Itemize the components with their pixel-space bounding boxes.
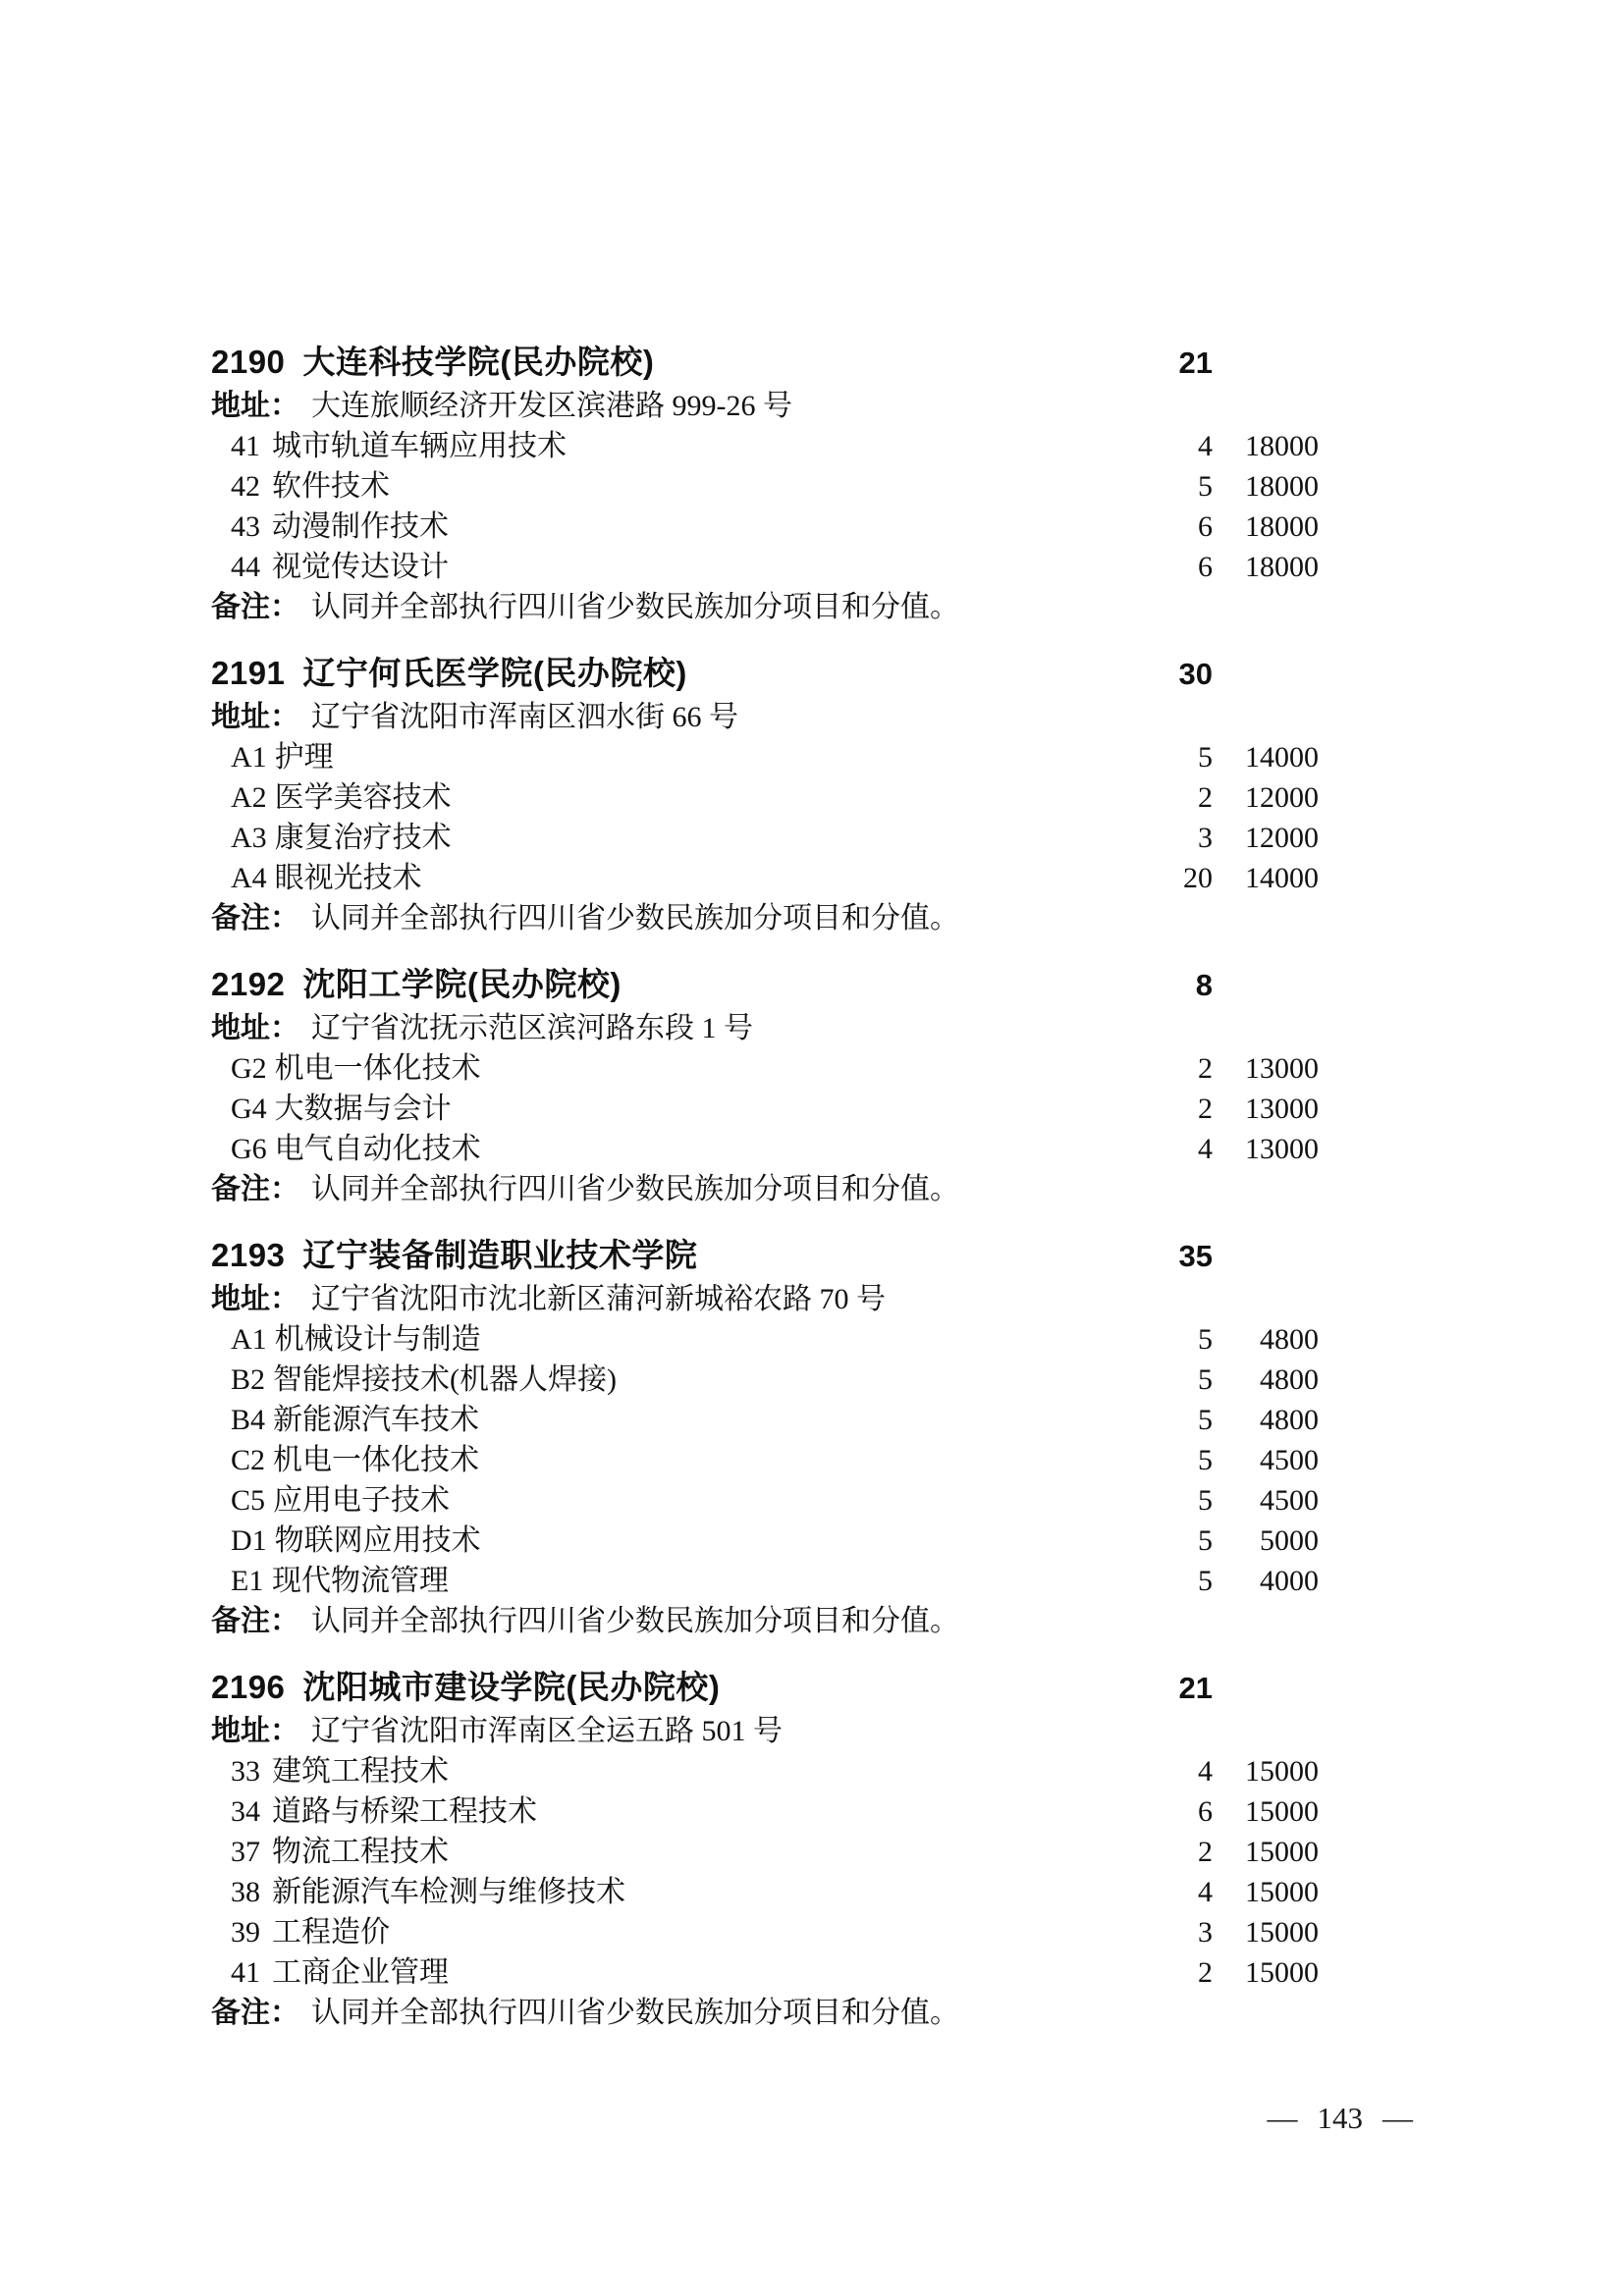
remark-value: 认同并全部执行四川省少数民族加分项目和分值。 [311,902,959,934]
major-code: G6 [231,1133,267,1165]
major-row [211,818,1319,858]
major-name: 眼视光技术 [274,862,422,894]
major-fee: 15000 [1245,1876,1319,1908]
major-code: 37 [231,1836,260,1868]
address-value: 辽宁省沈阳市浑南区泗水街 66 号 [311,701,738,733]
page-number: 143 [1317,2101,1363,2135]
major-code: D1 [231,1524,267,1557]
school-code: 2192 [211,966,286,1002]
major-row [211,1952,1319,1993]
address-label: 地址： [211,1283,299,1315]
major-fee: 4800 [1260,1363,1319,1396]
majors-list [211,737,1319,898]
major-count: 4 [1198,430,1213,462]
major-row [211,1751,1319,1791]
remark-row [211,898,1319,938]
majors-list [211,1048,1319,1169]
school-total-count: 30 [1178,657,1213,691]
school-header-row [211,1665,1319,1711]
major-fee: 4800 [1260,1323,1319,1356]
remark-value: 认同并全部执行四川省少数民族加分项目和分值。 [311,1605,959,1637]
major-code: A1 [231,1323,267,1356]
major-row [211,1048,1319,1089]
major-count: 5 [1198,1323,1213,1356]
school-title [211,1233,1124,1278]
remark-row [211,587,1319,627]
major-fee: 4500 [1260,1444,1319,1476]
school-header-row [211,1233,1319,1279]
major-fee: 18000 [1245,551,1319,583]
major-fee: 18000 [1245,510,1319,543]
address-row [211,1008,1319,1048]
footer-dash-right: — [1382,2101,1413,2135]
remark-label: 备注： [211,591,299,623]
address-label: 地址： [211,701,299,733]
major-count: 5 [1198,1565,1213,1597]
major-count: 5 [1198,1524,1213,1557]
major-name: 物流工程技术 [272,1836,449,1868]
major-count: 2 [1198,1093,1213,1125]
majors-list [211,426,1319,587]
school-section [211,1233,1319,1641]
major-row [211,1912,1319,1952]
major-code: E1 [231,1565,264,1597]
major-code: A1 [231,741,267,774]
major-code: 34 [231,1795,260,1828]
major-code: 43 [231,510,260,543]
major-count: 3 [1198,1916,1213,1949]
school-header-row [211,651,1319,697]
major-name: 视觉传达设计 [272,551,449,583]
major-row [211,1480,1319,1521]
school-section [211,962,1319,1209]
major-fee: 12000 [1245,781,1319,814]
remark-value: 认同并全部执行四川省少数民族加分项目和分值。 [311,1997,959,2029]
major-fee: 14000 [1245,862,1319,894]
school-section [211,651,1319,938]
school-title [211,1665,1124,1710]
major-count: 2 [1198,1836,1213,1868]
major-count: 5 [1198,1444,1213,1476]
major-code: A2 [231,781,267,814]
school-name: 辽宁装备制造职业技术学院 [302,1237,698,1273]
school-code: 2190 [211,344,286,380]
major-fee: 12000 [1245,822,1319,854]
major-name: 大数据与会计 [274,1093,452,1125]
school-title [211,340,1124,385]
major-fee: 18000 [1245,430,1319,462]
major-row [211,507,1319,547]
major-name: 医学美容技术 [274,781,452,814]
school-section [211,1665,1319,2033]
major-count: 6 [1198,510,1213,543]
major-fee: 5000 [1260,1524,1319,1557]
major-name: 现代物流管理 [272,1565,449,1597]
major-fee: 4000 [1260,1565,1319,1597]
major-code: C5 [231,1484,266,1517]
school-code: 2191 [211,655,286,691]
major-row [211,1319,1319,1360]
major-code: 42 [231,470,260,503]
sections-container [211,340,1319,2056]
major-row [211,1089,1319,1129]
address-label: 地址： [211,1012,299,1044]
major-code: G2 [231,1052,267,1085]
major-row [211,1400,1319,1440]
address-row [211,386,1319,426]
address-value: 辽宁省沈阳市沈北新区蒲河新城裕农路 70 号 [311,1283,886,1315]
major-name: 机械设计与制造 [274,1323,481,1356]
major-fee: 13000 [1245,1133,1319,1165]
school-section [211,340,1319,627]
major-fee: 15000 [1245,1836,1319,1868]
major-row [211,1832,1319,1872]
major-count: 5 [1198,470,1213,503]
major-name: 动漫制作技术 [272,510,449,543]
major-row [211,1521,1319,1561]
address-row [211,1279,1319,1319]
major-row [211,777,1319,818]
major-row [211,858,1319,898]
major-count: 5 [1198,1484,1213,1517]
major-fee: 13000 [1245,1052,1319,1085]
school-header-row [211,340,1319,386]
major-code: 41 [231,1956,260,1989]
major-name: 建筑工程技术 [272,1755,449,1788]
address-value: 大连旅顺经济开发区滨港路 999-26 号 [311,390,792,422]
address-label: 地址： [211,390,299,422]
major-row [211,737,1319,777]
footer-dash-left: — [1267,2101,1298,2135]
major-row [211,1129,1319,1169]
major-code: B4 [231,1404,266,1436]
major-count: 4 [1198,1133,1213,1165]
major-row [211,466,1319,507]
major-fee: 14000 [1245,741,1319,774]
majors-list [211,1319,1319,1601]
major-code: 33 [231,1755,260,1788]
remark-row [211,1169,1319,1209]
major-code: 39 [231,1916,260,1949]
major-fee: 15000 [1245,1795,1319,1828]
major-code: 38 [231,1876,260,1908]
major-name: 城市轨道车辆应用技术 [272,430,567,462]
major-row [211,1360,1319,1400]
major-count: 2 [1198,781,1213,814]
major-code: G4 [231,1093,267,1125]
major-name: 道路与桥梁工程技术 [272,1795,537,1828]
address-label: 地址： [211,1715,299,1747]
major-count: 2 [1198,1956,1213,1989]
major-count: 6 [1198,551,1213,583]
remark-row [211,1993,1319,2033]
major-fee: 18000 [1245,470,1319,503]
major-fee: 15000 [1245,1916,1319,1949]
major-fee: 15000 [1245,1956,1319,1989]
school-total-count: 21 [1178,346,1213,380]
school-header-row [211,962,1319,1008]
major-name: 智能焊接技术(机器人焊接) [273,1363,617,1396]
major-row [211,547,1319,587]
major-name: 康复治疗技术 [274,822,452,854]
major-count: 5 [1198,741,1213,774]
school-name: 沈阳城市建设学院(民办院校) [302,1669,721,1705]
major-name: 电气自动化技术 [274,1133,481,1165]
major-count: 4 [1198,1876,1213,1908]
remark-row [211,1601,1319,1641]
school-total-count: 35 [1178,1239,1213,1273]
major-name: 机电一体化技术 [274,1052,481,1085]
major-name: 应用电子技术 [273,1484,451,1517]
major-name: 软件技术 [272,470,390,503]
address-row [211,1711,1319,1751]
remark-value: 认同并全部执行四川省少数民族加分项目和分值。 [311,591,959,623]
major-name: 工程造价 [272,1916,390,1949]
school-title [211,962,1124,1007]
major-count: 20 [1183,862,1213,894]
remark-label: 备注： [211,1173,299,1205]
major-count: 5 [1198,1363,1213,1396]
remark-label: 备注： [211,1605,299,1637]
major-count: 6 [1198,1795,1213,1828]
major-row [211,1872,1319,1912]
major-fee: 13000 [1245,1093,1319,1125]
major-count: 4 [1198,1755,1213,1788]
major-code: C2 [231,1444,266,1476]
remark-label: 备注： [211,902,299,934]
school-name: 大连科技学院(民办院校) [302,344,655,380]
remark-value: 认同并全部执行四川省少数民族加分项目和分值。 [311,1173,959,1205]
school-total-count: 21 [1178,1671,1213,1705]
school-name: 沈阳工学院(民办院校) [302,966,622,1002]
major-count: 2 [1198,1052,1213,1085]
school-name: 辽宁何氏医学院(民办院校) [302,655,687,691]
major-name: 物联网应用技术 [274,1524,481,1557]
school-code: 2196 [211,1669,286,1705]
major-name: 新能源汽车检测与维修技术 [272,1876,625,1908]
major-code: B2 [231,1363,266,1396]
school-code: 2193 [211,1237,286,1273]
major-count: 3 [1198,822,1213,854]
major-code: 44 [231,551,260,583]
page-footer [1268,2101,1414,2136]
majors-list [211,1751,1319,1993]
major-row [211,1791,1319,1832]
major-row [211,1440,1319,1480]
remark-label: 备注： [211,1997,299,2029]
major-code: 41 [231,430,260,462]
major-name: 工商企业管理 [272,1956,449,1989]
address-value: 辽宁省沈抚示范区滨河路东段 1 号 [311,1012,753,1044]
major-fee: 15000 [1245,1755,1319,1788]
major-name: 护理 [274,741,334,774]
major-code: A3 [231,822,267,854]
address-value: 辽宁省沈阳市浑南区全运五路 501 号 [311,1715,783,1747]
major-fee: 4500 [1260,1484,1319,1517]
major-count: 5 [1198,1404,1213,1436]
school-total-count: 8 [1195,968,1213,1002]
major-row [211,426,1319,466]
major-fee: 4800 [1260,1404,1319,1436]
major-name: 机电一体化技术 [273,1444,480,1476]
address-row [211,697,1319,737]
major-row [211,1561,1319,1601]
school-title [211,651,1124,696]
major-name: 新能源汽车技术 [273,1404,480,1436]
major-code: A4 [231,862,267,894]
